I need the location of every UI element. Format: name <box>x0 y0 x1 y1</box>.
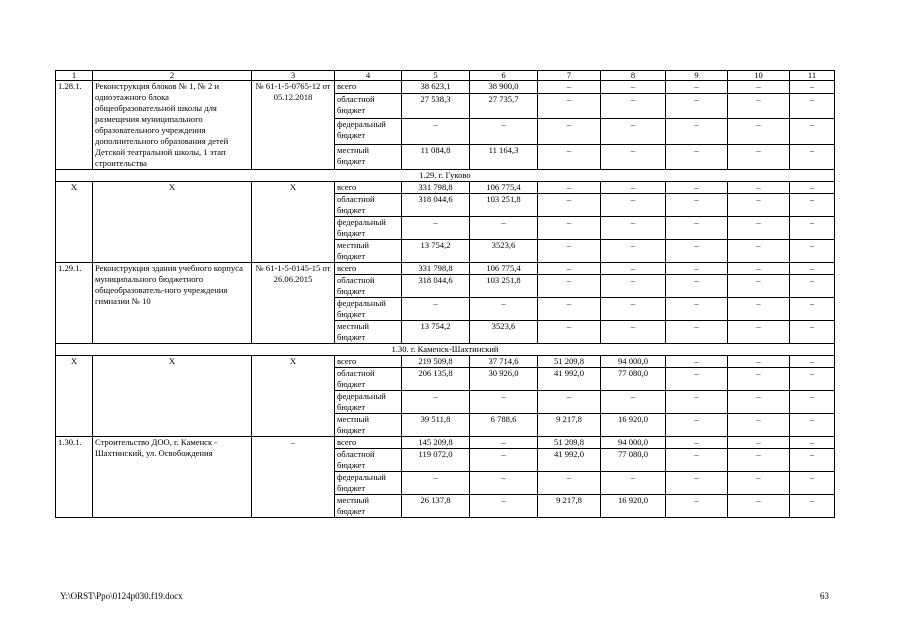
funding-source: всего <box>335 81 402 94</box>
cell-col10: – <box>728 391 790 414</box>
cell-col11: – <box>790 240 835 263</box>
column-number-7: 7 <box>538 71 601 81</box>
cell-col9: – <box>666 263 728 275</box>
column-number-1: 1 <box>56 71 93 81</box>
cell-col7: 41 992,0 <box>538 368 601 391</box>
cell-col11: – <box>790 194 835 217</box>
cell-col11: – <box>790 414 835 437</box>
cell-col7: – <box>538 298 601 321</box>
cell-col9: – <box>666 414 728 437</box>
column-number-9: 9 <box>666 71 728 81</box>
cell-col6: 106 775,4 <box>470 263 538 275</box>
page-number: 63 <box>820 591 829 601</box>
column-number-11: 11 <box>790 71 835 81</box>
cell-col9: – <box>666 119 728 144</box>
cell-col9: – <box>666 144 728 169</box>
cell-col5: 27 538,3 <box>402 94 470 119</box>
column-number-3: 3 <box>252 71 335 81</box>
cell-col8: – <box>601 94 666 119</box>
cell-col10: – <box>728 449 790 472</box>
cell-col7: – <box>538 119 601 144</box>
cell-col9: – <box>666 495 728 518</box>
object-name: Реконструкция здания учебного корпуса муниципального бюджетного общеобразователь-ного учреждения гимназии № 10 <box>93 263 252 344</box>
document-ref: X <box>252 356 335 437</box>
cell-col5: 318 044,6 <box>402 275 470 298</box>
cell-col5: 119 072,0 <box>402 449 470 472</box>
cell-col7: 9 217,8 <box>538 495 601 518</box>
cell-col6: 6 788,6 <box>470 414 538 437</box>
cell-col11: – <box>790 263 835 275</box>
cell-col9: – <box>666 94 728 119</box>
cell-col7: – <box>538 144 601 169</box>
cell-col10: – <box>728 81 790 94</box>
funding-source: областной бюджет <box>335 368 402 391</box>
cell-col9: – <box>666 194 728 217</box>
cell-col8: 94 000,0 <box>601 437 666 449</box>
funding-source: всего <box>335 437 402 449</box>
cell-col11: – <box>790 81 835 94</box>
funding-source: областной бюджет <box>335 275 402 298</box>
row-number: 1.28.1. <box>56 81 93 170</box>
cell-col10: – <box>728 144 790 169</box>
cell-col8: 77 080,0 <box>601 449 666 472</box>
cell-col9: – <box>666 182 728 194</box>
cell-col5: – <box>402 391 470 414</box>
column-number-5: 5 <box>402 71 470 81</box>
cell-col6: – <box>470 217 538 240</box>
cell-col6: – <box>470 119 538 144</box>
cell-col6: 27 735,7 <box>470 94 538 119</box>
cell-col10: – <box>728 472 790 495</box>
cell-col9: – <box>666 391 728 414</box>
object-1-28-1-row <box>56 81 835 94</box>
cell-col8: – <box>601 240 666 263</box>
cell-col11: – <box>790 391 835 414</box>
budget-table <box>55 70 835 518</box>
cell-col8: – <box>601 194 666 217</box>
row-number: 1.30.1. <box>56 437 93 518</box>
cell-col5: 39 511,8 <box>402 414 470 437</box>
cell-col10: – <box>728 495 790 518</box>
cell-col8: – <box>601 119 666 144</box>
cell-col10: – <box>728 356 790 368</box>
row-number: X <box>56 182 93 263</box>
cell-col5: 38 623,1 <box>402 81 470 94</box>
cell-col7: – <box>538 321 601 344</box>
cell-col6: 30 926,0 <box>470 368 538 391</box>
object-1-29-1-row <box>56 263 835 275</box>
column-number-6: 6 <box>470 71 538 81</box>
column-number-2: 2 <box>93 71 252 81</box>
cell-col8: – <box>601 217 666 240</box>
column-number-4: 4 <box>335 71 402 81</box>
object-1-30-1-row <box>56 437 835 449</box>
cell-col11: – <box>790 275 835 298</box>
cell-col9: – <box>666 298 728 321</box>
cell-col10: – <box>728 194 790 217</box>
cell-col10: – <box>728 240 790 263</box>
cell-col6: 38 900,0 <box>470 81 538 94</box>
funding-source: местный бюджет <box>335 414 402 437</box>
document-ref: № 61-1-5-0765-12 от 05.12.2018 <box>252 81 335 170</box>
cell-col8: – <box>601 144 666 169</box>
cell-col11: – <box>790 217 835 240</box>
cell-col9: – <box>666 437 728 449</box>
cell-col11: – <box>790 298 835 321</box>
section-title: 1.29. г. Гуково <box>56 170 835 182</box>
funding-source: всего <box>335 182 402 194</box>
cell-col11: – <box>790 94 835 119</box>
cell-col9: – <box>666 472 728 495</box>
cell-col7: – <box>538 217 601 240</box>
row-number: 1.29.1. <box>56 263 93 344</box>
total-1-30-row <box>56 356 835 368</box>
object-name: Строительство ДОО, г. Каменск - Шахтинский, ул. Освобождения <box>93 437 252 518</box>
cell-col7: – <box>538 182 601 194</box>
cell-col10: – <box>728 119 790 144</box>
document-ref: X <box>252 182 335 263</box>
cell-col7: – <box>538 81 601 94</box>
cell-col8: – <box>601 275 666 298</box>
funding-source: федеральный бюджет <box>335 472 402 495</box>
cell-col9: – <box>666 368 728 391</box>
column-number-10: 10 <box>728 71 790 81</box>
cell-col8: – <box>601 321 666 344</box>
header-row <box>56 71 835 81</box>
section-1-29 <box>56 170 835 182</box>
cell-col8: – <box>601 298 666 321</box>
cell-col8: – <box>601 81 666 94</box>
cell-col6: 37 714,6 <box>470 356 538 368</box>
cell-col9: – <box>666 275 728 298</box>
cell-col8: 16 920,0 <box>601 414 666 437</box>
cell-col10: – <box>728 275 790 298</box>
cell-col9: – <box>666 217 728 240</box>
cell-col7: – <box>538 391 601 414</box>
cell-col7: – <box>538 472 601 495</box>
cell-col6: – <box>470 298 538 321</box>
funding-source: местный бюджет <box>335 495 402 518</box>
cell-col6: 103 251,8 <box>470 194 538 217</box>
cell-col9: – <box>666 449 728 472</box>
cell-col7: 51 209,8 <box>538 437 601 449</box>
funding-source: всего <box>335 356 402 368</box>
cell-col11: – <box>790 321 835 344</box>
cell-col11: – <box>790 119 835 144</box>
cell-col9: – <box>666 240 728 263</box>
total-1-29-row <box>56 182 835 194</box>
cell-col10: – <box>728 263 790 275</box>
cell-col5: 13 754,2 <box>402 240 470 263</box>
cell-col7: – <box>538 94 601 119</box>
cell-col7: – <box>538 240 601 263</box>
cell-col10: – <box>728 217 790 240</box>
document-ref: № 61-1-5-0145-15 от 26.06.2015 <box>252 263 335 344</box>
cell-col9: – <box>666 356 728 368</box>
cell-col6: 11 164,3 <box>470 144 538 169</box>
cell-col7: 9 217,8 <box>538 414 601 437</box>
row-number: X <box>56 356 93 437</box>
cell-col6: 106 775,4 <box>470 182 538 194</box>
cell-col5: – <box>402 217 470 240</box>
cell-col8: – <box>601 182 666 194</box>
cell-col9: – <box>666 81 728 94</box>
cell-col10: – <box>728 414 790 437</box>
column-number-8: 8 <box>601 71 666 81</box>
cell-col9: – <box>666 321 728 344</box>
funding-source: местный бюджет <box>335 321 402 344</box>
section-title: 1.30. г. Каменск-Шахтинский <box>56 344 835 356</box>
cell-col11: – <box>790 449 835 472</box>
cell-col8: 77 080,0 <box>601 368 666 391</box>
funding-source: федеральный бюджет <box>335 119 402 144</box>
funding-source: местный бюджет <box>335 240 402 263</box>
cell-col11: – <box>790 356 835 368</box>
cell-col6: 3523,6 <box>470 321 538 344</box>
cell-col5: 145 209,8 <box>402 437 470 449</box>
cell-col7: – <box>538 194 601 217</box>
funding-source: федеральный бюджет <box>335 391 402 414</box>
cell-col5: 318 044,6 <box>402 194 470 217</box>
cell-col10: – <box>728 94 790 119</box>
cell-col11: – <box>790 182 835 194</box>
cell-col7: – <box>538 263 601 275</box>
cell-col5: 331 798,8 <box>402 182 470 194</box>
cell-col10: – <box>728 182 790 194</box>
cell-col6: – <box>470 495 538 518</box>
cell-col5: 219 509,8 <box>402 356 470 368</box>
document-ref: – <box>252 437 335 518</box>
cell-col5: 13 754,2 <box>402 321 470 344</box>
cell-col7: 41 992,0 <box>538 449 601 472</box>
cell-col10: – <box>728 368 790 391</box>
cell-col7: 51 209,8 <box>538 356 601 368</box>
cell-col11: – <box>790 144 835 169</box>
cell-col6: – <box>470 391 538 414</box>
object-name: X <box>93 182 252 263</box>
cell-col6: – <box>470 449 538 472</box>
cell-col8: – <box>601 263 666 275</box>
cell-col5: – <box>402 472 470 495</box>
cell-col10: – <box>728 298 790 321</box>
cell-col5: 331 798,8 <box>402 263 470 275</box>
cell-col8: – <box>601 472 666 495</box>
cell-col5: – <box>402 119 470 144</box>
cell-col6: – <box>470 437 538 449</box>
cell-col6: 3523,6 <box>470 240 538 263</box>
cell-col10: – <box>728 321 790 344</box>
cell-col8: – <box>601 391 666 414</box>
cell-col8: 94 000,0 <box>601 356 666 368</box>
cell-col10: – <box>728 437 790 449</box>
cell-col11: – <box>790 368 835 391</box>
object-name: Реконструкция блоков № 1, № 2 и одноэтажного блока общеобразовательной школы для размещения муниципального образовательного учреждения дополнительного образования детей Детской театральной школы, 1 этап строительства <box>93 81 252 170</box>
section-1-30 <box>56 344 835 356</box>
cell-col11: – <box>790 437 835 449</box>
cell-col11: – <box>790 495 835 518</box>
funding-source: федеральный бюджет <box>335 298 402 321</box>
funding-source: областной бюджет <box>335 194 402 217</box>
cell-col7: – <box>538 275 601 298</box>
funding-source: местный бюджет <box>335 144 402 169</box>
cell-col6: 103 251,8 <box>470 275 538 298</box>
footer-file-path: Y:\ORST\Ppo\0124p030.f19.docx <box>60 591 183 601</box>
object-name: X <box>93 356 252 437</box>
cell-col6: – <box>470 472 538 495</box>
funding-source: областной бюджет <box>335 94 402 119</box>
funding-source: всего <box>335 263 402 275</box>
funding-source: областной бюджет <box>335 449 402 472</box>
cell-col5: – <box>402 298 470 321</box>
cell-col5: 11 084,8 <box>402 144 470 169</box>
cell-col8: 16 920,0 <box>601 495 666 518</box>
cell-col5: 206 135,8 <box>402 368 470 391</box>
cell-col11: – <box>790 472 835 495</box>
cell-col5: 26 137,8 <box>402 495 470 518</box>
funding-source: федеральный бюджет <box>335 217 402 240</box>
